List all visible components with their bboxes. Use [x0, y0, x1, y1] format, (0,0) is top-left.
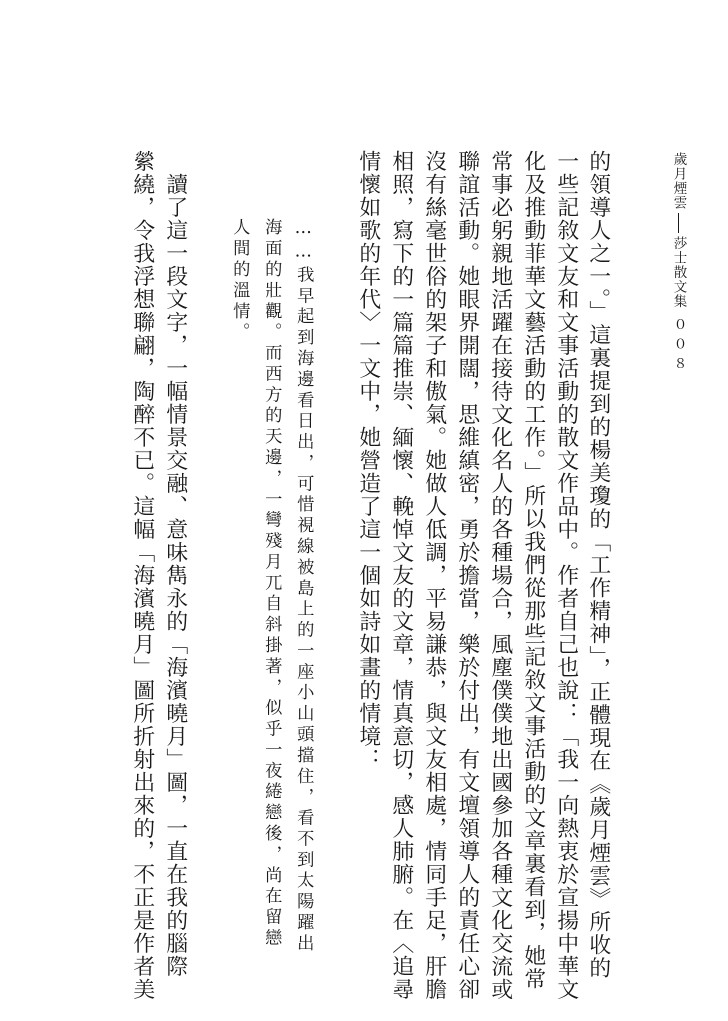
quote-line: 海面的壯觀。而西方的天邊，一彎殘月兀自斜掛著，似乎一夜綣戀後，尚在留戀 [261, 218, 282, 950]
book-title: 歲月煙雲 [670, 152, 687, 210]
text-line: 一些記敘文友和文事活動的散文作品中。作者自己也說：「我一向熱衷於宣揚中華文 [553, 150, 579, 1001]
text-line: 常事必躬親地活躍在接待文化名人的各種場合，風塵僕僕地出國參加各種文化交流或 [487, 150, 513, 1001]
text-line: 化及推動菲華文藝活動的工作。」所以我們從那些記敘文事活動的文章裏看到，她常 [520, 150, 546, 991]
text-line: 讀了這一段文字，一幅情景交融、意味雋永的「海濱曉月」圖，一直在我的腦際 [162, 173, 188, 978]
text-line: 情懷如歌的年代〉一文中，她營造了這一個如詩如畫的情境： [355, 150, 381, 771]
text-line: 縈繞，令我浮想聯翩，陶醉不已。這幅「海濱曉月」圖所折射出來的，不正是作者美 [129, 150, 155, 1001]
quote-line: 人間的溫情。 [229, 218, 250, 344]
quote-line: ……我早起到海邊看日出，可惜視線被島上的一座小山頭擋住，看不到太陽躍出 [293, 218, 314, 955]
text-line: 相照，寫下的一篇篇推崇、緬懷、輓悼文友的文章，情真意切，感人肺腑。在〈追尋 [388, 150, 414, 1001]
text-line: 沒有絲毫世俗的架子和傲氣。她做人低調，平易謙恭，與文友相處，情同手足，肝膽 [421, 150, 447, 1001]
header-dash [678, 213, 679, 233]
running-header [671, 152, 685, 375]
page-number: ００８ [670, 316, 687, 375]
text-line: 聯誼活動。她眼界開闊，思維縝密，勇於擔當，樂於付出，有文壇領導人的責任心卻 [454, 150, 480, 1001]
author-series: 莎士散文集 [670, 236, 687, 309]
text-line: 的領導人之一。」這裏提到的楊美瓊的「工作精神」，正體現在《歲月煙雲》所收的 [585, 150, 611, 980]
